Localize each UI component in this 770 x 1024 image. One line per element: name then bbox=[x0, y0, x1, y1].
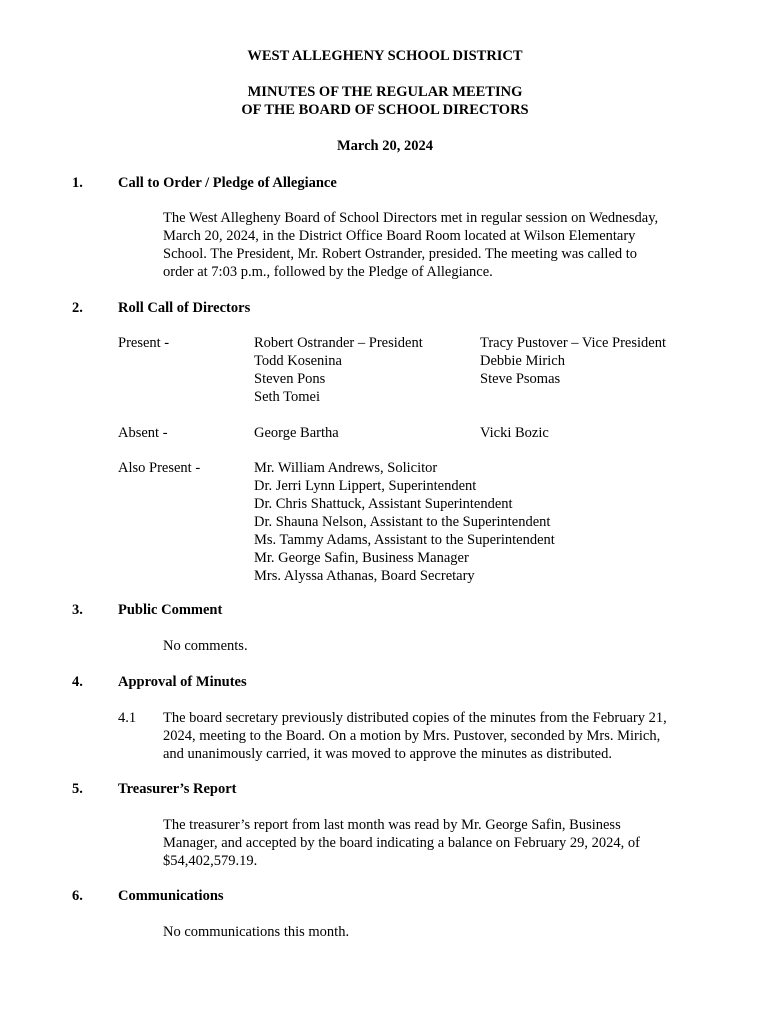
section-number-4: 4. bbox=[72, 674, 83, 690]
absent-director: George Bartha bbox=[254, 425, 339, 441]
paragraph-line: School. The President, Mr. Robert Ostrander, presided. The meeting was called to bbox=[163, 246, 638, 262]
director-name: Steve Psomas bbox=[480, 371, 561, 387]
section-number-1: 1. bbox=[72, 175, 83, 191]
paragraph-line: March 20, 2024, in the District Office Board Room located at Wilson Elementary bbox=[163, 228, 636, 244]
paragraph-line: $54,402,579.19. bbox=[163, 853, 258, 869]
also-present-name: Dr. Chris Shattuck, Assistant Superintendent bbox=[254, 496, 513, 512]
section-heading-approval-of-minutes: Approval of Minutes bbox=[118, 674, 247, 690]
section-heading-treasurers-report: Treasurer’s Report bbox=[118, 781, 237, 797]
absent-label: Absent - bbox=[118, 425, 168, 441]
district-name: WEST ALLEGHENY SCHOOL DISTRICT bbox=[247, 48, 523, 64]
title-line-2: OF THE BOARD OF SCHOOL DIRECTORS bbox=[241, 102, 529, 118]
director-name: Robert Ostrander – President bbox=[254, 335, 423, 351]
also-present-name: Mrs. Alyssa Athanas, Board Secretary bbox=[254, 568, 475, 584]
also-present-name: Mr. William Andrews, Solicitor bbox=[254, 460, 438, 476]
section-number-2: 2. bbox=[72, 300, 83, 316]
section-number-5: 5. bbox=[72, 781, 83, 797]
paragraph-line: No communications this month. bbox=[163, 924, 350, 940]
section-heading-roll-call: Roll Call of Directors bbox=[118, 300, 251, 316]
also-present-name: Ms. Tammy Adams, Assistant to the Superintendent bbox=[254, 532, 555, 548]
director-name: Seth Tomei bbox=[254, 389, 320, 405]
title-line-1: MINUTES OF THE REGULAR MEETING bbox=[247, 84, 523, 100]
section-heading-public-comment: Public Comment bbox=[118, 602, 223, 618]
section-number-3: 3. bbox=[72, 602, 83, 618]
paragraph-line: and unanimously carried, it was moved to approve the minutes as distributed. bbox=[163, 746, 612, 762]
paragraph-line: 2024, meeting to the Board. On a motion by Mrs. Pustover, seconded by Mrs. Mirich, bbox=[163, 728, 661, 744]
present-label: Present - bbox=[118, 335, 170, 351]
sub-item-number: 4.1 bbox=[118, 710, 137, 726]
also-present-label: Also Present - bbox=[118, 460, 201, 476]
paragraph-line: The board secretary previously distributed copies of the minutes from the February 21, bbox=[163, 710, 667, 726]
director-name: Steven Pons bbox=[254, 371, 326, 387]
section-heading-communications: Communications bbox=[118, 888, 224, 904]
also-present-name: Dr. Jerri Lynn Lippert, Superintendent bbox=[254, 478, 477, 494]
director-name: Todd Kosenina bbox=[254, 353, 342, 369]
director-name: Debbie Mirich bbox=[480, 353, 565, 369]
paragraph-line: No comments. bbox=[163, 638, 248, 654]
director-name: Tracy Pustover – Vice President bbox=[480, 335, 667, 351]
also-present-name: Dr. Shauna Nelson, Assistant to the Superintendent bbox=[254, 514, 551, 530]
paragraph-line: order at 7:03 p.m., followed by the Pledge of Allegiance. bbox=[163, 264, 493, 280]
absent-director: Vicki Bozic bbox=[480, 425, 549, 441]
paragraph-line: The treasurer’s report from last month was read by Mr. George Safin, Business bbox=[163, 817, 621, 833]
meeting-date: March 20, 2024 bbox=[337, 138, 433, 154]
paragraph-line: Manager, and accepted by the board indicating a balance on February 29, 2024, of bbox=[163, 835, 640, 851]
section-heading-call-to-order: Call to Order / Pledge of Allegiance bbox=[118, 175, 337, 191]
section-number-6: 6. bbox=[72, 888, 83, 904]
also-present-name: Mr. George Safin, Business Manager bbox=[254, 550, 469, 566]
paragraph-line: The West Allegheny Board of School Directors met in regular session on Wednesday, bbox=[163, 210, 659, 226]
